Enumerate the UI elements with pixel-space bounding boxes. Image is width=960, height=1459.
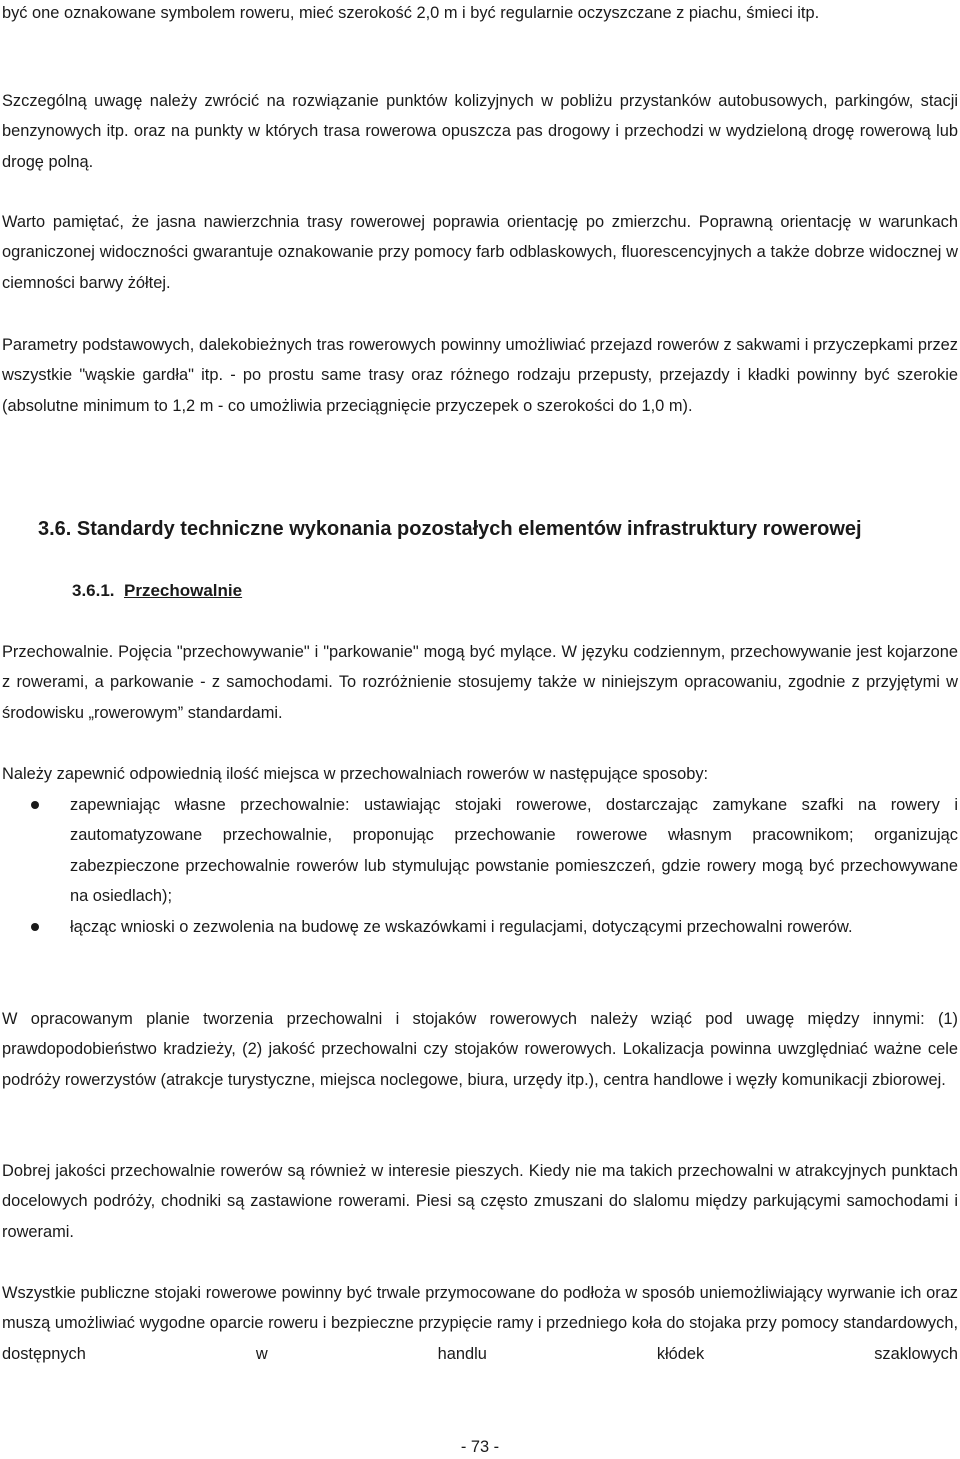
section-heading bbox=[38, 514, 862, 544]
paragraph-storage-methods: Należy zapewnić odpowiednią ilość miejsca w przechowalniach rowerów w następujące sposoby: bbox=[2, 765, 709, 783]
paragraph-storage-plan: W opracowanym planie tworzenia przechowalni i stojaków rowerowych należy wziąć pod uwagę między innymi: (1) prawdopodobieństwo kradzieży, (2) jakość przechowalni czy stojaków rowerowych. Lokalizacja powinna uwzględniać ważne cele podróży rowerzystów (atrakcje turystyczne, miejsca noclegowe, biura, urzędy itp.), centra handlowe i węzły komunikacji zbiorowej. bbox=[2, 1010, 958, 1089]
paragraph-collision-points: Szczególną uwagę należy zwrócić na rozwiązanie punktów kolizyjnych w pobliżu przystanków autobusowych, parkingów, stacji benzynowych itp. oraz na punkty w których trasa rowerowa opuszcza pas drogowy i przechodzi w wydzieloną drogę rowerową lub drogę polną. bbox=[2, 92, 958, 171]
bullet-icon bbox=[31, 801, 39, 809]
subsection-heading bbox=[72, 576, 242, 606]
section-number: 3.6. bbox=[38, 518, 72, 540]
list-item bbox=[0, 912, 958, 942]
subsection-number: 3.6.1. bbox=[72, 581, 115, 600]
paragraph-continuation: być one oznakowane symbolem roweru, mieć szerokość 2,0 m i być regularnie oczyszczane z piachu, śmieci itp. bbox=[2, 4, 820, 22]
list-item bbox=[0, 790, 958, 912]
paragraph-public-racks: Wszystkie publiczne stojaki rowerowe powinny być trwale przymocowane do podłoża w sposób uniemożliwiający wyrwanie ich oraz muszą umożliwiać wygodne oparcie roweru i bezpieczne przypięcie ramy i przedniego koła do stojaka przy pomocy standardowych, dostępnych w handlu kłódek szaklowych bbox=[2, 1284, 958, 1363]
paragraph-route-parameters: Parametry podstawowych, dalekobieżnych tras rowerowych powinny umożliwiać przejazd rowerów z sakwami i przyczepkami przez wszystkie "wąskie gardła" itp. - po prostu same trasy oraz różnego rodzaju przepusty, przejazdy i kładki powinny być szerokie (absolutne minimum to 1,2 m - co umożliwia przeciągnięcie przyczepek o szerokości do 1,0 m). bbox=[2, 336, 958, 415]
page-number: - 73 - bbox=[460, 1438, 500, 1456]
paragraph-pedestrian-interest: Dobrej jakości przechowalnie rowerów są również w interesie pieszych. Kiedy nie ma takich przechowalni w atrakcyjnych punktach docelowych podróży, chodniki są zastawione rowerami. Piesi są często zmuszani do slalomu między parkującymi samochodami i rowerami. bbox=[2, 1162, 958, 1241]
bullet-icon bbox=[31, 923, 39, 931]
section-title: Standardy techniczne wykonania pozostałych elementów infrastruktury rowerowej bbox=[76, 518, 862, 540]
list-item-text: łącząc wnioski o zezwolenia na budowę ze wskazówkami i regulacjami, dotyczącymi przechowalni rowerów. bbox=[70, 917, 853, 936]
storage-methods-list bbox=[0, 790, 958, 942]
paragraph-storage-definition: Przechowalnie. Pojęcia "przechowywanie" i "parkowanie" mogą być mylące. W języku codziennym, przechowywanie jest kojarzone z rowerami, a parkowanie - z samochodami. To rozróżnienie stosujemy także w niniejszym opracowaniu, zgodnie z przyjętymi w środowisku „rowerowym” standardami. bbox=[2, 643, 958, 722]
subsection-title: Przechowalnie bbox=[124, 581, 243, 600]
list-item-text: zapewniając własne przechowalnie: ustawiając stojaki rowerowe, dostarczając zamykane szafki na rowery i zautomatyzowane przechowalnie, proponując przechowanie rowerowe własnym pracownikom; organizując zabezpieczone przechowalnie rowerów lub stymulując powstanie pomieszczeń, gdzie rowery mogą być przechowywane na osiedlach); bbox=[70, 796, 958, 906]
paragraph-surface-orientation: Warto pamiętać, że jasna nawierzchnia trasy rowerowej poprawia orientację po zmierzchu. Poprawną orientację w warunkach ograniczonej widoczności gwarantuje oznakowanie przy pomocy farb odblaskowych, fluorescencyjnych a także dobrze widocznej w ciemności barwy żółtej. bbox=[2, 213, 958, 292]
